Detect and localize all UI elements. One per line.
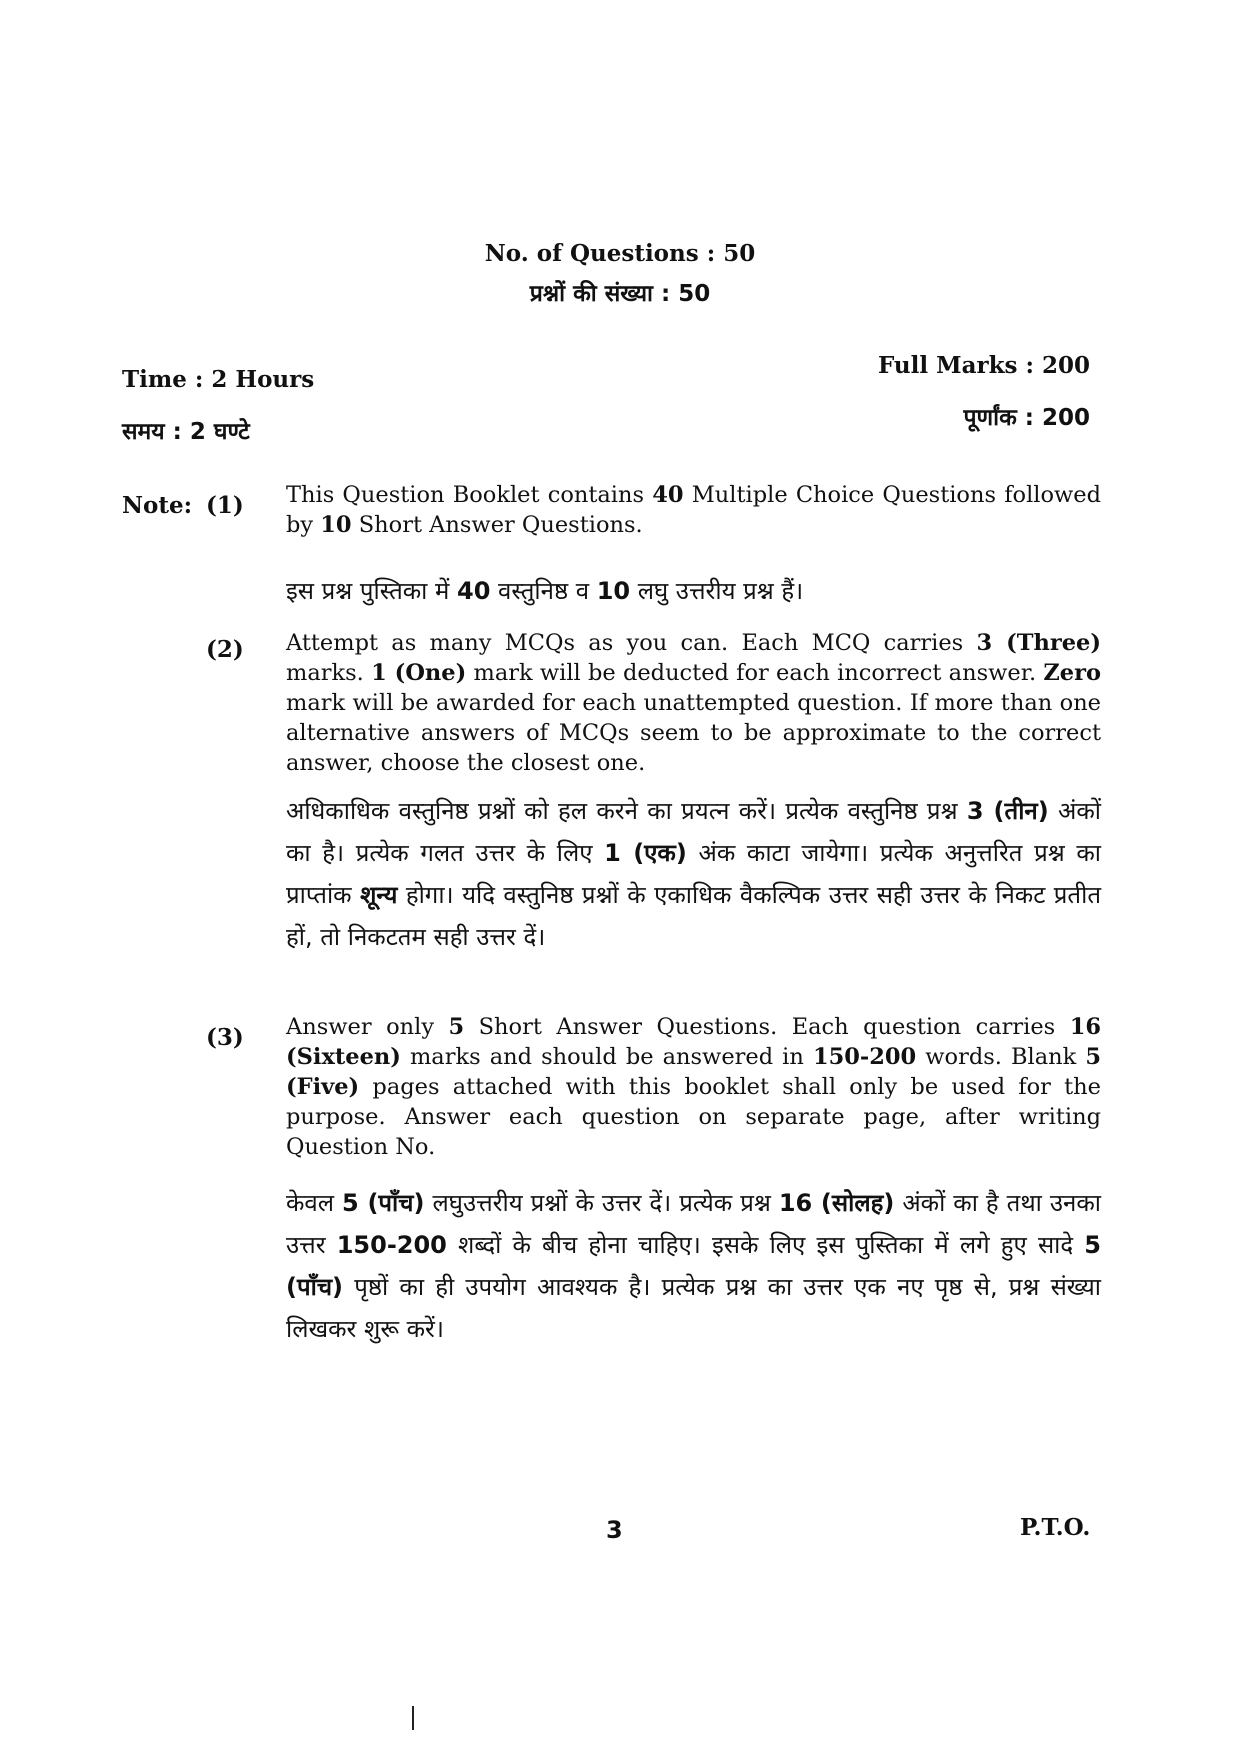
note-3-english: Answer only 5 Short Answer Questions. Each question carries 16 (Sixteen) marks and should be answered in 150-200 words. Blank 5 (Five) pages attached with this booklet shall only be used for the purpose. Answer each question on separate page, after writing Question No.: [286, 1014, 1102, 1160]
full-marks-hi: पूर्णांक : 200: [963, 405, 1090, 431]
note-1-english: This Question Booklet contains 40 Multiple Choice Questions followed by 10 Short Answer Questions.: [286, 482, 1101, 538]
num-questions-en: No. of Questions : 50: [484, 240, 756, 267]
note-3-hindi: केवल 5 (पाँच) लघुउत्तरीय प्रश्नों के उत्तर दें। प्रत्येक प्रश्न 16 (सोलह) अंकों का है तथा उनका उत्तर 150-200 शब्दों के बीच होना चाहिए। इसके लिए इस पुस्तिका में लगे हुए सादे 5 (पाँच) पृष्ठों का ही उपयोग आवश्यक है। प्रत्येक प्रश्न का उत्तर एक नए पृष्ठ से, प्रश्न संख्या लिखकर शुरू करें।: [286, 1189, 1101, 1343]
page-number: 3: [606, 1516, 623, 1544]
time-hi: समय : 2 घण्टे: [122, 419, 250, 445]
scan-mark: [412, 1706, 414, 1730]
note-2-number: (2): [206, 636, 244, 663]
pto-label: P.T.O.: [1020, 1514, 1091, 1541]
note-1-number: (1): [206, 492, 244, 519]
time-en: Time : 2 Hours: [122, 366, 315, 393]
note-2-hindi: अधिकाधिक वस्तुनिष्ठ प्रश्नों को हल करने का प्रयत्न करें। प्रत्येक वस्तुनिष्ठ प्रश्न 3 (तीन) अंकों का है। प्रत्येक गलत उत्तर के लिए 1 (एक) अंक काटा जायेगा। प्रत्येक अनुत्तरित प्रश्न का प्राप्तांक शून्य होगा। यदि वस्तुनिष्ठ प्रश्नों के एकाधिक वैकल्पिक उत्तर सही उत्तर के निकट प्रतीत हों, तो निकटतम सही उत्तर दें।: [286, 797, 1101, 951]
note-1-hindi: इस प्रश्न पुस्तिका में 40 वस्तुनिष्ठ व 10 लघु उत्तरीय प्रश्न हैं।: [286, 577, 804, 605]
note-3-number: (3): [206, 1024, 244, 1051]
note-2-english: Attempt as many MCQs as you can. Each MCQ carries 3 (Three) marks. 1 (One) mark will be deducted for each incorrect answer. Zero mark will be awarded for each unattempted question. If more than one alternative answers of MCQs seem to be approximate to the correct answer, choose the closest one.: [286, 630, 1102, 776]
note-label: Note:: [122, 492, 193, 519]
full-marks-en: Full Marks : 200: [877, 352, 1090, 379]
num-questions-hi: प्रश्नों की संख्या : 50: [529, 281, 711, 307]
